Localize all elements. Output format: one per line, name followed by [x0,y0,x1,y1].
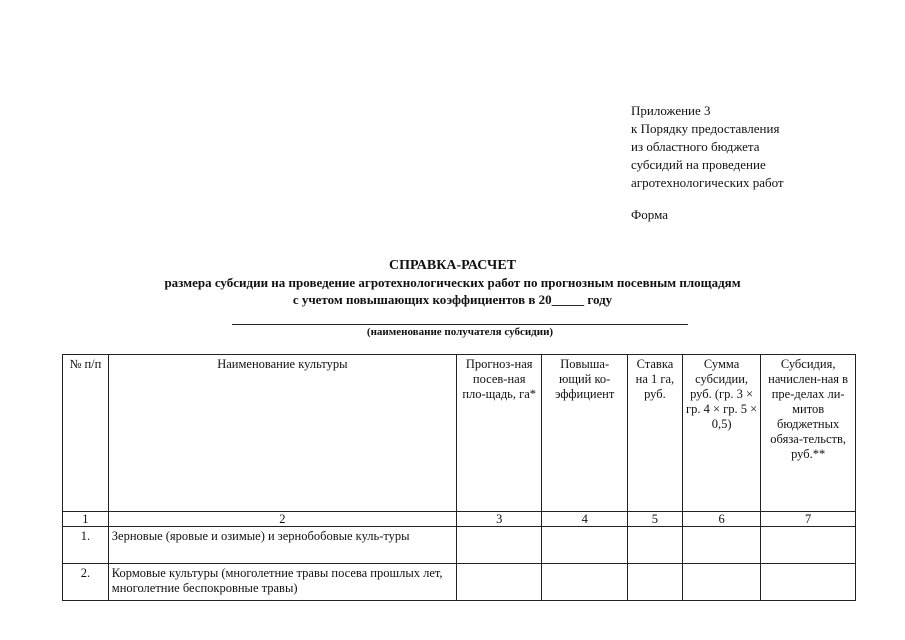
empty-cell [761,527,856,564]
row-crop-name: Кормовые культуры (многолетние травы посева прошлых лет, многолетние беспокровные травы) [108,564,456,601]
column-number: 4 [542,512,628,527]
empty-cell [761,564,856,601]
column-number: 5 [627,512,682,527]
recipient-caption: (наименование получателя субсидии) [366,326,554,338]
recipient-name-line [232,324,688,325]
annex-line: Приложение 3 [631,103,711,118]
table-row [63,527,856,564]
header-cell-number: № п/п [63,355,109,512]
header-cell-crop-name: Наименование культуры [108,355,456,512]
calculation-table [62,354,856,601]
empty-cell [542,564,628,601]
title-subheading: размера субсидии на проведение агротехнологических работ по прогнозным посевным площадям [164,275,741,290]
annex-line: из областного бюджета [631,139,760,154]
table-row [63,564,856,601]
column-number: 3 [456,512,542,527]
empty-cell [456,564,542,601]
title-year-line: с учетом повышающих коэффициентов в 20_____ году [292,292,613,307]
empty-cell [542,527,628,564]
empty-cell [456,527,542,564]
empty-cell [682,527,760,564]
document-title [0,257,905,308]
row-crop-name: Зерновые (яровые и озимые) и зернобобовые куль-туры [108,527,456,564]
annex-block [631,102,784,192]
empty-cell [682,564,760,601]
form-label: Форма [631,207,668,222]
title-heading: СПРАВКА-РАСЧЕТ [388,258,517,273]
annex-line: к Порядку предоставления [631,121,780,136]
column-number: 6 [682,512,760,527]
header-cell-coefficient: Повыша-ющий ко-эффициент [542,355,628,512]
empty-cell [627,527,682,564]
annex-line: субсидий на проведение [631,157,766,172]
column-number: 7 [761,512,856,527]
table-header-row [63,355,856,512]
header-cell-rate: Ставка на 1 га, руб. [627,355,682,512]
column-number: 1 [63,512,109,527]
row-number: 1. [63,527,109,564]
annex-line: агротехнологических работ [631,175,784,190]
header-cell-subsidy-accrued: Субсидия, начислен-ная в пре-делах ли-митов бюджетных обяза-тельств, руб.** [761,355,856,512]
empty-cell [627,564,682,601]
row-number: 2. [63,564,109,601]
header-cell-subsidy-sum: Сумма субсидии, руб. (гр. 3 × гр. 4 × гр. 5 × 0,5) [682,355,760,512]
column-number-row [63,512,856,527]
column-number: 2 [108,512,456,527]
header-cell-forecast-area: Прогноз-ная посев-ная пло-щадь, га* [456,355,542,512]
